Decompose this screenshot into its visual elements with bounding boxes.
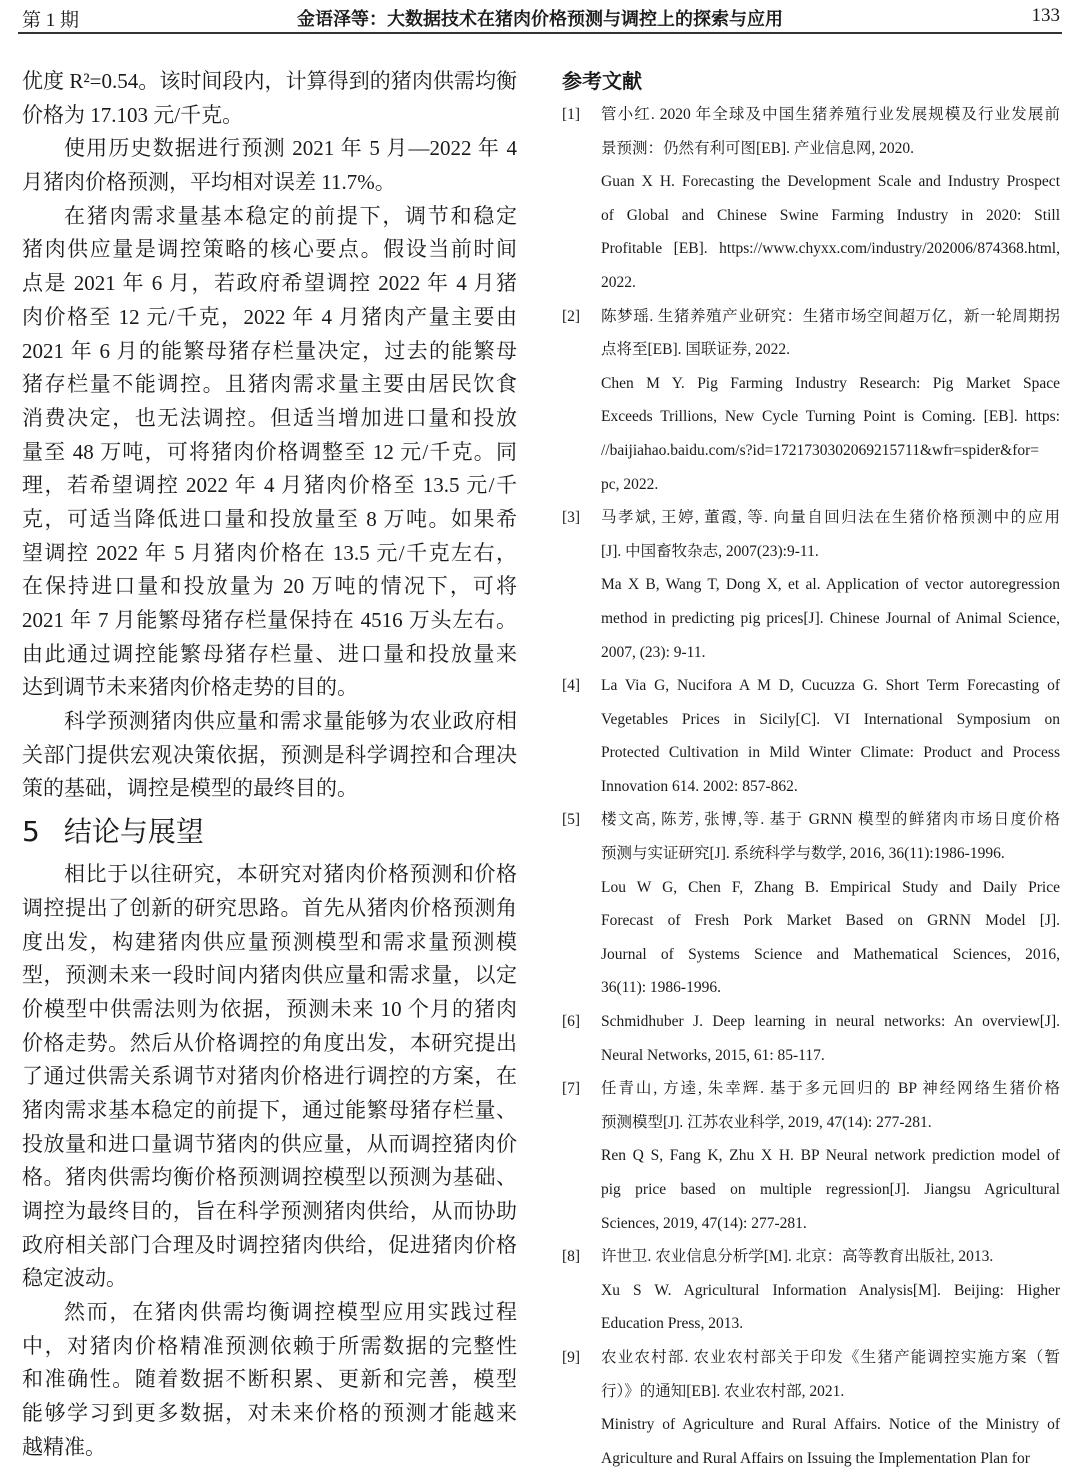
reference-line: Schmidhuber J. Deep learning in neural networks: An overview[J]. [601,1013,1060,1031]
reference-line: Xu S W. Agricultural Information Analysis[M]. Beijing: Higher [601,1281,1060,1299]
references-column [562,65,1060,1475]
text-line: 科学预测猪肉供应量和需求量能够为农业政府相 [64,709,517,734]
reference-line: Education Press, 2013. [601,1315,744,1333]
reference-item [562,1005,1060,1072]
reference-line: 任青山, 方逵, 朱幸辉. 基于多元回归的 BP 神经网络生猪价格 [601,1080,1060,1098]
text-line: 猪肉供应量是调控策略的核心要点。假设当前时间 [22,237,517,262]
reference-line: 行）》的通知[EB]. 农业农村部, 2021. [601,1382,845,1400]
text-line: 策的基础，调控是模型的最终目的。 [22,776,358,801]
text-line: 调控提出了创新的研究思路。首先从猪肉价格预测角 [22,895,517,920]
text-line: 然而，在猪肉供需均衡调控模型应用实践过程 [64,1300,517,1325]
text-line: 型，预测未来一段时间内猪肉供应量和需求量，以定 [22,963,517,988]
running-title: 金语泽等：大数据技术在猪肉价格预测与调控上的探索与应用 [297,9,783,30]
reference-item [562,1072,1060,1240]
paragraph [22,65,517,132]
text-line: 价格为 17.103 元/千克。 [22,102,244,127]
text-line: 政府相关部门合理及时调控猪肉供给，促进猪肉价格 [22,1232,517,1257]
text-line: 调控为最终目的，旨在科学预测猪肉供给，从而协助 [22,1199,517,1223]
running-header [18,0,1062,34]
page-number: 133 [1031,5,1060,26]
reference-item [562,501,1060,669]
text-line: 中，对猪肉价格精准预测依赖于所需数据的完整性 [22,1333,517,1358]
text-line: 相比于以往研究，本研究对猪肉价格预测和价格 [64,862,517,887]
reference-line: Profitable [EB]. https://www.chyxx.com/industry/202006/874368.html, [601,240,1060,258]
reference-line: 2007, (23): 9-11. [601,643,706,661]
text-line: 猪肉需求基本稳定的前提下，通过能繁母猪存栏量、 [22,1097,517,1122]
reference-number: [4] [562,677,581,695]
reference-line: pig price based on multiple regression[J]. Jiangsu Agricultural [601,1181,1060,1198]
text-line: 在猪肉需求量基本稳定的前提下，调节和稳定 [64,203,517,228]
reference-line: 2022. [601,273,636,291]
text-line: 度出发，构建猪肉供应量预测模型和需求量预测模 [22,929,517,954]
reference-line: Innovation 614. 2002: 857-862. [601,777,798,795]
reference-number: [1] [562,106,581,123]
reference-number: [3] [562,509,581,527]
reference-line: Lou W G, Chen F, Zhang B. Empirical Study and Daily Price [601,878,1060,896]
reference-number: [5] [562,811,581,829]
reference-line: 36(11): 1986-1996. [601,979,721,997]
text-line: 由此通过调控能繁母猪存栏量、进口量和投放量来 [22,641,517,666]
text-line: 在保持进口量和投放量为 20 万吨的情况下，可将 [22,574,517,599]
text-line: 使用历史数据进行预测 2021 年 5 月—2022 年 4 [64,136,517,161]
paragraph [22,858,517,1296]
reference-line: Ren Q S, Fang K, Zhu X H. BP Neural network prediction model of [601,1147,1060,1165]
reference-line: Chen M Y. Pig Farming Industry Research: Pig Market Space [601,374,1060,392]
reference-number: [6] [562,1013,581,1031]
reference-line: Journal of Systems Science and Mathematical Sciences, 2016, [601,945,1060,963]
reference-item [562,1240,1060,1341]
reference-line: La Via G, Nucifora A M D, Cucuzza G. Short Term Forecasting of [601,677,1060,695]
body-text-before [22,65,517,806]
text-line: 关部门提供宏观决策依据，预测是科学调控和合理决 [22,742,517,767]
reference-number: [7] [562,1080,581,1098]
reference-line: 农业农村部. 农业农村部关于印发《生猪产能调控实施方案（暂 [601,1348,1060,1366]
reference-line: Guan X H. Forecasting the Development Scale and Industry Prospect [601,173,1060,191]
reference-line: Protected Cultivation in Mild Winter Climate: Product and Process [601,744,1060,762]
reference-item [562,803,1060,1005]
reference-line: Forecast of Fresh Pork Market Based on GRNN Model [J]. [601,912,1060,930]
paragraph [22,200,517,705]
text-line: 格。猪肉供需均衡价格预测调控模型以预测为基础、 [22,1165,517,1190]
reference-line: Exceeds Trillions, New Cycle Turning Point is Coming. [EB]. https: [601,408,1060,426]
text-line: 2021 年 6 月的能繁母猪存栏量决定，过去的能繁母 [22,338,517,363]
text-line: 投放量和进口量调节猪肉的供应量，从而调控猪肉价 [22,1131,517,1156]
section-heading [22,806,517,858]
text-line: 点是 2021 年 6 月，若政府希望调控 2022 年 4 月猪 [22,271,517,296]
reference-line: //baijiahao.baidu.com/s?id=1721730302069215711&wfr=spider&for= [601,441,1040,459]
reference-line: Neural Networks, 2015, 61: 85-117. [601,1046,825,1064]
text-line: 稳定波动。 [22,1266,127,1291]
text-line: 望调控 2022 年 5 月猪肉价格在 13.5 元/千克左右， [22,540,517,565]
text-line: 肉价格至 12 元/千克，2022 年 4 月猪肉产量主要由 [22,304,517,329]
reference-line: 预测与实证研究[J]. 系统科学与数学, 2016, 36(11):1986-1996. [601,845,1005,863]
reference-line: Ministry of Agriculture and Rural Affairs. Notice of the Ministry of [601,1416,1060,1434]
body-text-after [22,858,517,1464]
reference-item [562,669,1060,803]
reference-line: 楼文高, 陈芳, 张博,等. 基于 GRNN 模型的鲜猪肉市场日度价格 [601,811,1060,829]
reference-line: 陈梦瑶. 生猪养殖产业研究：生猪市场空间超万亿，新一轮周期拐 [601,307,1060,325]
left-column [22,65,517,1465]
issue-number: 第 1 期 [22,10,80,31]
text-line: 2021 年 7 月能繁母猪存栏量保持在 4516 万头左右。 [22,608,517,632]
reference-number: [9] [562,1348,581,1366]
reference-number: [8] [562,1248,581,1266]
reference-line: 许世卫. 农业信息分析学[M]. 北京：高等教育出版社, 2013. [601,1248,994,1266]
reference-line: 点将至[EB]. 国联证券, 2022. [601,341,791,359]
reference-item [562,300,1060,502]
reference-line: of Global and Chinese Swine Farming Industry in 2020: Still [601,206,1060,224]
text-line: 优度 R²=0.54。该时间段内，计算得到的猪肉供需均衡 [22,69,517,93]
section-title: 结论与展望 [63,815,204,849]
reference-line: 管小红. 2020 年全球及中国生猪养殖行业发展规模及行业发展前 [601,106,1060,123]
text-line: 了通过供需关系调节对猪肉价格进行调控的方案，在 [22,1064,517,1089]
reference-line: Agriculture and Rural Affairs on Issuing the Implementation Plan for [601,1449,1030,1467]
reference-line: 马孝斌, 王婷, 董霞, 等. 向量自回归法在生猪价格预测中的应用 [601,509,1060,527]
text-line: 能够学习到更多数据，对未来价格的预测才能越来 [22,1401,517,1426]
reference-line: 景预测：仍然有利可图[EB]. 产业信息网, 2020. [601,139,915,157]
reference-line: pc, 2022. [601,475,659,493]
text-line: 消费决定，也无法调控。但适当增加进口量和投放 [22,405,517,430]
reference-line: 预测模型[J]. 江苏农业科学, 2019, 47(14): 277-281. [601,1113,932,1131]
text-line: 猪存栏量不能调控。且猪肉需求量主要由居民饮食 [22,372,517,397]
text-line: 达到调节未来猪肉价格走势的目的。 [22,675,358,700]
references-heading: 参考文献 [562,69,642,93]
paragraph [22,1296,517,1464]
reference-line: method in predicting pig prices[J]. Chinese Journal of Animal Science, [601,609,1060,627]
text-line: 量至 48 万吨，可将猪肉价格调整至 12 元/千克。同 [22,439,517,464]
reference-number: [2] [562,307,581,325]
reference-line: Ma X B, Wang T, Dong X, et al. Application of vector autoregression [601,576,1060,594]
text-line: 价模型中供需法则为依据，预测未来 10 个月的猪肉 [22,996,517,1021]
paragraph [22,132,517,199]
paragraph [22,705,517,806]
text-line: 克，可适当降低进口量和投放量至 8 万吨。如果希 [22,506,517,531]
reference-list [562,98,1060,1475]
text-line: 价格走势。然后从价格调控的角度出发，本研究提出 [22,1030,517,1055]
section-number: 5 [22,815,40,849]
reference-line: Sciences, 2019, 47(14): 277-281. [601,1214,807,1232]
text-line: 月猪肉价格预测，平均相对误差 11.7%。 [22,170,396,195]
text-line: 和准确性。随着数据不断积累、更新和完善，模型 [22,1367,517,1392]
text-line: 越精准。 [22,1434,106,1459]
text-line: 理，若希望调控 2022 年 4 月猪肉价格至 13.5 元/千 [22,473,517,498]
reference-line: [J]. 中国畜牧杂志, 2007(23):9-11. [601,542,819,560]
reference-item [562,1341,1060,1475]
reference-line: Vegetables Prices in Sicily[C]. VI International Symposium on [601,710,1060,728]
reference-item [562,98,1060,300]
